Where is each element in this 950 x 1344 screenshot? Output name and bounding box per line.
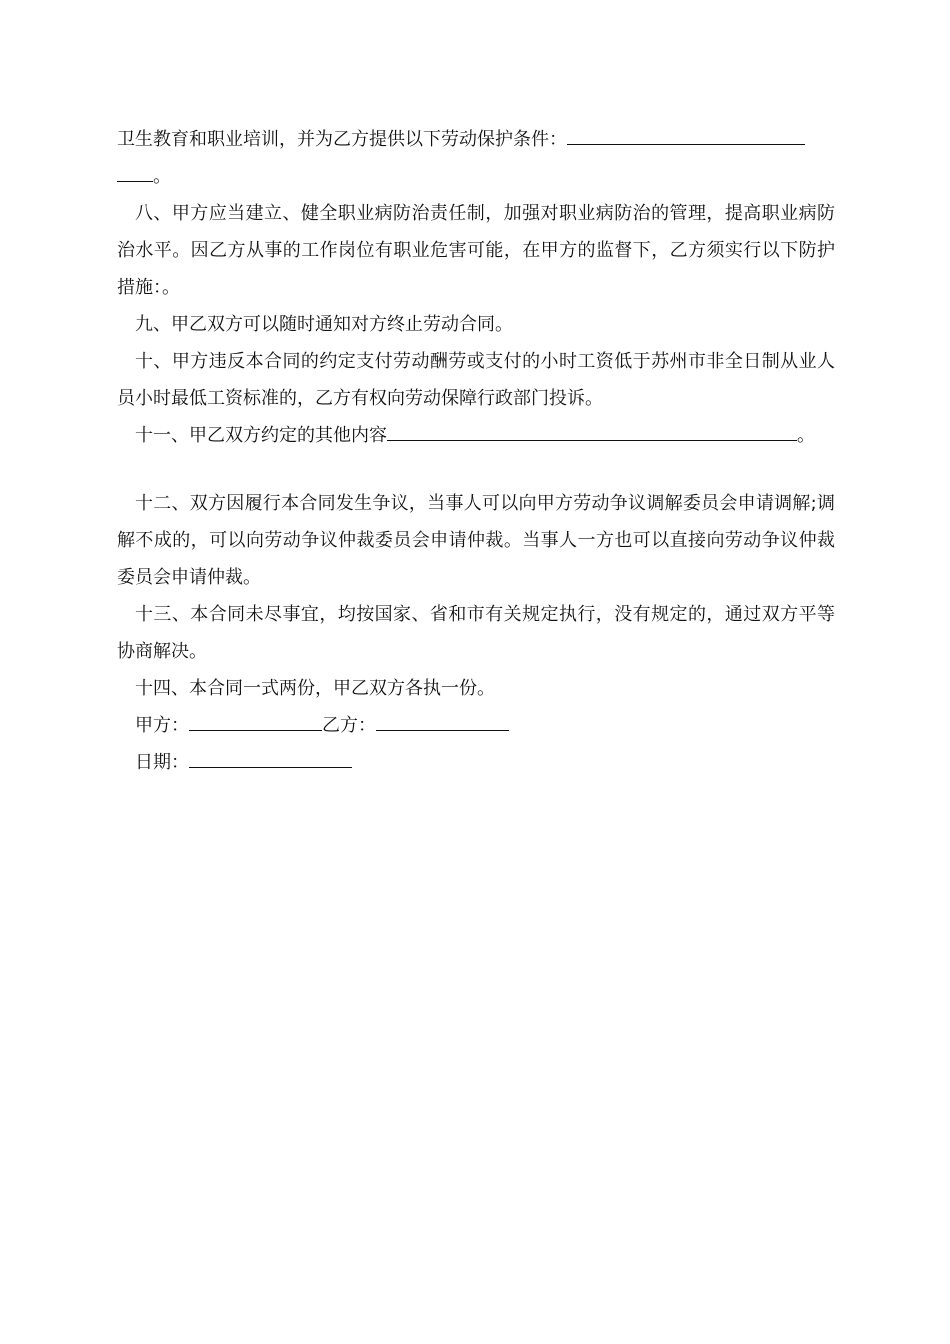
paragraph-13: 十三、本合同未尽事宜，均按国家、省和市有关规定执行，没有规定的，通过双方平等协商解决。: [117, 604, 835, 662]
paragraph-7-text: 卫生教育和职业培训，并为乙方提供以下劳动保护条件：: [117, 129, 567, 150]
paragraph-11-text: 十一、甲乙双方约定的其他内容: [135, 425, 387, 446]
paragraph-gap: [117, 454, 835, 485]
paragraph-7-end: 。: [153, 166, 171, 187]
paragraph-10: 十、甲方违反本合同的约定支付劳动酬劳或支付的小时工资低于苏州市非全日制从业人员小时最低工资标准的，乙方有权向劳动保障行政部门投诉。: [117, 351, 835, 409]
paragraph-7-continued: [117, 121, 835, 195]
protection-conditions-blank-end: [117, 161, 153, 182]
paragraph-14: 十四、本合同一式两份，甲乙双方各执一份。: [135, 678, 495, 699]
date-label: 日期：: [135, 752, 189, 773]
paragraph-9: 九、甲乙双方可以随时通知对方终止劳动合同。: [135, 314, 513, 335]
date-blank: [189, 747, 352, 768]
party-b-signature-blank: [376, 710, 509, 731]
other-content-blank: [387, 420, 797, 441]
party-a-signature-blank: [189, 710, 322, 731]
signature-line: [117, 707, 835, 744]
paragraph-11: [117, 417, 835, 454]
top-margin: [117, 0, 835, 121]
party-b-label: 乙方：: [322, 715, 376, 736]
protection-conditions-blank: [567, 124, 805, 145]
paragraph-11-end: 。: [797, 425, 815, 446]
paragraph-8: 八、甲方应当建立、健全职业病防治责任制，加强对职业病防治的管理，提高职业病防治水平。因乙方从事的工作岗位有职业危害可能，在甲方的监督下，乙方须实行以下防护措施：。: [117, 203, 835, 298]
document-page: [117, 0, 835, 1344]
paragraph-12: 十二、双方因履行本合同发生争议，当事人可以向甲方劳动争议调解委员会申请调解;调解不成的，可以向劳动争议仲裁委员会申请仲裁。当事人一方也可以直接向劳动争议仲裁委员会申请仲裁。: [117, 493, 835, 588]
party-a-label: 甲方：: [135, 715, 189, 736]
date-line: [117, 744, 835, 781]
